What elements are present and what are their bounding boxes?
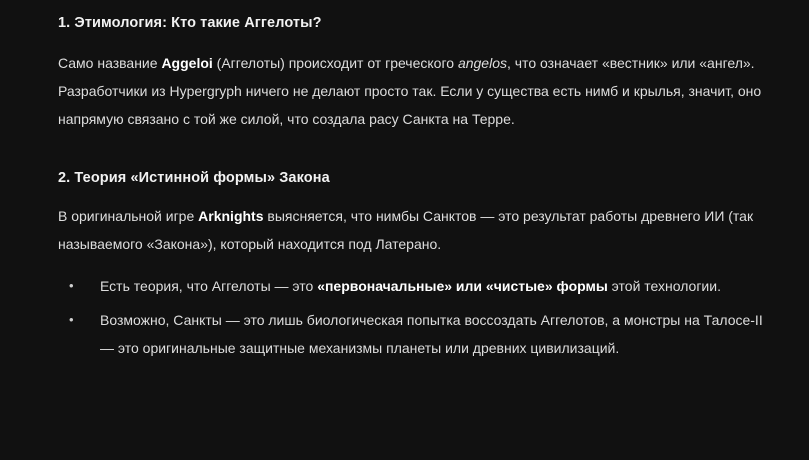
paragraph-text-part: Само название: [58, 54, 162, 71]
bullet-list: [58, 272, 775, 362]
paragraph-text-part: , что означает «вестник» или «ангел». Разработчики из Hypergryph ничего не делают просто так. Если у существа есть нимб и крылья, значит, оно напрямую связано с той же силой, что создала расу Санкта на Терре.: [58, 54, 762, 127]
paragraph-text-part: В оригинальной игре: [58, 207, 199, 224]
section-paragraph-2: [58, 202, 775, 258]
paragraph-text-part: выясняется, что нимбы Санктов — это результат работы древнего ИИ (так называемого «Закона»), который находится под Латерано.: [58, 207, 754, 252]
list-item-text-part: Есть теория, что Аггелоты — это: [100, 277, 318, 294]
list-item-bold-term: «первоначальные» или «чистые» формы: [317, 277, 608, 294]
list-item: [58, 272, 775, 300]
list-item: [58, 306, 775, 362]
section-heading-2: 2. Теория «Истинной формы» Закона: [58, 169, 330, 186]
paragraph-bold-term: Arknights: [198, 207, 264, 224]
list-item-text-part: этой технологии.: [607, 277, 721, 294]
list-item-text-part: Возможно, Санкты — это лишь биологическая попытка воссоздать Аггелотов, а монстры на Талосе-II — это оригинальные защитные механизмы планеты или древних цивилизаций.: [100, 311, 763, 356]
section-paragraph-1: [58, 49, 775, 133]
paragraph-bold-term: Aggeloi: [161, 54, 213, 71]
bullet-marker-icon: •: [69, 277, 74, 293]
bullet-marker-icon: •: [69, 311, 74, 327]
paragraph-italic-term: angelos: [457, 54, 507, 71]
paragraph-text-part: (Аггелоты) происходит от греческого: [212, 54, 458, 71]
section-heading-1: 1. Этимология: Кто такие Аггелоты?: [58, 15, 322, 31]
